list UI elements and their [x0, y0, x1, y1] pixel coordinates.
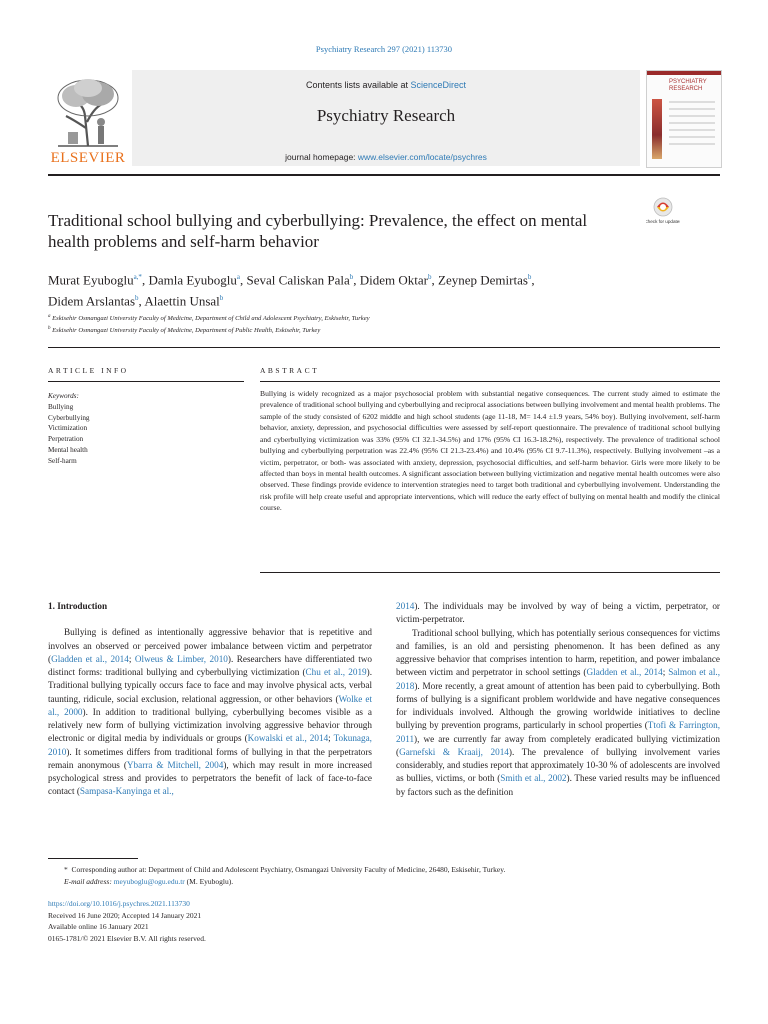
body-text: ; [128, 653, 135, 664]
author-name[interactable]: Murat Eyuboglu [48, 272, 134, 288]
contents-prefix: Contents lists available at [305, 80, 411, 90]
doi-link[interactable]: https://doi.org/10.1016/j.psychres.2021.113730 [48, 899, 190, 908]
author-name[interactable]: Didem Arslantas [48, 293, 136, 309]
keyword-item: Cyberbullying [48, 413, 90, 422]
article-title: Traditional school bullying and cyberbullying: Prevalence, the effect on mental health problems and self-harm behavior [48, 211, 588, 251]
keyword-item: Bullying [48, 402, 74, 411]
email-suffix: (M. Eyuboglu). [184, 876, 234, 886]
body-text: ). These varied results may be influenced by factors such as the definition [396, 773, 720, 797]
citation-link[interactable]: Tokunaga, 2010 [48, 733, 372, 757]
intro-paragraph-2 [396, 627, 720, 799]
citation-link[interactable]: Gladden et al., 2014 [51, 653, 129, 664]
affiliations [48, 312, 720, 336]
elsevier-wordmark: ELSEVIER [50, 150, 126, 166]
elsevier-logo[interactable] [48, 72, 128, 166]
body-text: ). More recently, a great amount of attention has been paid to cyberbullying. Both forms of bullying is a significant problem worldwide and have negative consequences for individuals involved. Although the growing worldwide initiatives to decline bullying by prevention programs, particularly in school properties ( [396, 680, 720, 731]
affiliation-text: Eskisehir Osmangazi University Faculty of Medicine, Department of Public Health, Eskisehir, Turkey [50, 327, 321, 335]
abstract-heading: ABSTRACT [260, 366, 320, 375]
article-info-rule [48, 381, 244, 382]
journal-citation[interactable]: Psychiatry Research 297 (2021) 113730 [315, 44, 453, 54]
check-updates-icon [646, 196, 680, 230]
section-rule [48, 347, 720, 348]
abstract-rule [260, 381, 720, 382]
header-rule [48, 174, 720, 176]
author-affiliation-mark[interactable]: a,* [133, 273, 142, 281]
affiliation-b [48, 324, 720, 336]
keyword-item: Victimization [48, 424, 88, 433]
elsevier-tree-icon [54, 76, 122, 148]
author-name[interactable]: Damla Eyuboglu [148, 272, 237, 288]
abstract-end-rule [260, 572, 720, 573]
header-band [132, 70, 640, 166]
author-name[interactable]: Zeynep Demirtas [438, 272, 528, 288]
keywords-block [48, 391, 244, 467]
citation-link[interactable]: Sampasa-Kanyinga et al., [79, 786, 174, 797]
affiliation-mark: a [48, 314, 51, 319]
article-info-heading: ARTICLE INFO [48, 366, 129, 375]
body-text: ). It sometimes differs from traditional forms of bullying in that the perpetrators remain anonymous ( [48, 746, 372, 770]
author-name[interactable]: Didem Oktar [359, 272, 429, 288]
author-name[interactable]: Seval Caliskan Pala [246, 272, 350, 288]
author-separator: , [240, 272, 247, 288]
cover-title: PSYCHIATRY RESEARCH [669, 79, 707, 92]
author-list [48, 268, 688, 311]
homepage-prefix: journal homepage: [285, 152, 358, 162]
citation-link[interactable]: Chu et al., 2019 [305, 667, 367, 678]
check-for-updates-button[interactable] [646, 196, 680, 230]
available-online: Available online 16 January 2021 [48, 922, 149, 931]
doi-history-block [48, 898, 720, 944]
contents-line [132, 80, 640, 90]
author-separator: , [531, 272, 535, 288]
keyword-item: Mental health [48, 445, 88, 454]
author-name[interactable]: Alaettin Unsal [144, 293, 220, 309]
keyword-item: Self-harm [48, 456, 77, 465]
keywords-label: Keywords: [48, 392, 79, 400]
corresponding-author-footnote [48, 864, 720, 887]
author-affiliation-mark[interactable]: b [135, 294, 139, 303]
body-text: ). The prevalence of bullying involvement varies considerably, and studies report that approximately 10-30 % of adolescents are involved as bullies, victims, or both ( [396, 746, 720, 784]
footnote-mark: * [64, 865, 68, 874]
intro-paragraph-1-cont [396, 600, 720, 627]
body-text: ). Traditional bullying typically occurs face to face and may involve physical acts, verbal taunting, ridicule, social exclusion, relational aggression, or other behaviors ( [48, 667, 372, 704]
received-accepted: Received 16 June 2020; Accepted 14 January 2021 [48, 910, 202, 920]
email-label: E-mail address: [64, 876, 112, 886]
affiliation-text: Eskisehir Osmangazi University Faculty of Medicine, Department of Child and Adolescent Psychiatry, Eskisehir, Turkey [50, 315, 370, 323]
citation-link[interactable]: Olweus & Limber, 2010 [134, 653, 228, 664]
citation-link[interactable]: Kowalski et al., 2014 [247, 733, 329, 744]
citation-link[interactable]: Salmon et al., 2018 [396, 667, 720, 691]
journal-masthead [48, 70, 720, 170]
body-text: ). Researchers have differentiated two distinct forms: traditional bullying and cyberbullying victimization ( [48, 653, 372, 678]
author-email-link[interactable]: meyuboglu@ogu.edu.tr [113, 876, 185, 886]
author-affiliation-mark[interactable]: b [428, 273, 432, 281]
copyright: 0165-1781/© 2021 Elsevier B.V. All rights reserved. [48, 933, 206, 943]
homepage-line [132, 152, 640, 162]
citation-link[interactable]: Ybarra & Mitchell, 2004 [126, 759, 224, 770]
cover-bar [647, 71, 721, 75]
body-text: Traditional school bullying, which has potentially serious consequences for victims and families, is an old and persisting phenomenon. It has been defined as any aggressive behavior that comprises intention to harm, repetition, and power imbalance between victim and perpetrator in school settings ( [396, 627, 720, 678]
citation-link[interactable]: Smith et al., 2002 [500, 773, 567, 784]
citation-link[interactable]: Gladden et al., 2014 [586, 667, 663, 678]
abstract-text: Bullying is widely recognized as a major psychosocial problem with substantial negative consequences. The current study aimed to estimate the prevalence of traditional school bullying and cyberbullying and reciprocal associations between bullying involvement and mental health problems. The sample of the study consisted of 6202 middle and high school students (age 11-18, M= 14.4 ±1.9 years, 54% boy). Bullying involvement, self-harm behavior, anxiety, depression, and psychosocial difficulties were assessed by self-report questionnaire. The prevalence of traditional school bullying and cyberbullying victimization was 33% (95% CI 32.1-34.5%) and 17% (95% CI 16.3-18.2%), respectively. The prevalence of traditional school bullying and cyberbullying perpetration was 22.4% (95% CI 21.3-23.4%) and 10.4% (95% CI 9.7-11.3%), respectively. Bullying involvement –as a victim, perpetrator, or both- was associated with anxiety, depression, psychosocial difficulties, and self-harm behavior. Girls were more likely to be affected than boys in mental health outcomes. A significant association between bullying victimization and negative mental health outcomes were also observed. These findings provide evidence to intervention strategies need to target both traditional and cyberbullying involvement. Understanding the risk profile will help create useful and appropriate interventions, which will reduce the early effect of bullying on mental health and modify the clinical course. [260, 389, 720, 513]
citation-link[interactable]: Garnefski & Kraaij, 2014 [399, 746, 509, 757]
author-affiliation-mark[interactable]: b [219, 294, 224, 303]
check-updates-label: Check for updates [646, 219, 680, 224]
journal-name[interactable]: Psychiatry Research [316, 106, 456, 125]
cover-art [652, 99, 662, 159]
affiliation-a [48, 312, 720, 324]
citation-link[interactable]: Wolke et al., 2000 [48, 693, 372, 717]
body-text: ). The individuals may be involved by way of being a victim, perpetrator, or victim-perpetrator. [396, 601, 720, 625]
section-heading-introduction: 1. Introduction [48, 601, 108, 611]
citation-link[interactable]: 2014 [396, 601, 415, 611]
body-column-right [396, 600, 720, 799]
body-text: ; [662, 667, 669, 678]
author-separator: , [431, 272, 439, 288]
body-text: ), we are currently far away from completely eradicated bullying victimization ( [396, 733, 720, 757]
author-affiliation-mark[interactable]: b [349, 273, 354, 281]
author-separator: , [138, 293, 145, 309]
body-text: ), which may result in more increased psychological stress and provides to perpetrators the benefit of lack of face-to-face contact ( [48, 759, 373, 797]
author-separator: , [353, 272, 360, 288]
body-text: ). In addition to traditional bullying, cyberbullying becomes visible as a relatively new form of bullying victimization involving aggressive behavior through electronic or digital media by individuals or groups ( [48, 706, 372, 744]
author-separator: , [141, 272, 149, 288]
author-affiliation-mark[interactable]: b [527, 273, 532, 281]
citation-link[interactable]: Ttofi & Farrington, 2011 [396, 720, 721, 744]
footnote-rule [48, 858, 138, 859]
body-text: ; [328, 733, 334, 744]
body-column-left [48, 600, 372, 799]
keyword-list [48, 402, 244, 467]
author-affiliation-mark[interactable]: a [236, 273, 241, 281]
corresponding-author-text: Corresponding author at: Department of Child and Adolescent Psychiatry, Osmangazi University Faculty of Medicine, 26480, Eskisehir, Turkey. [71, 865, 506, 874]
journal-cover-thumbnail[interactable] [646, 70, 722, 168]
body-text: Bullying is defined as intentionally aggressive behavior that is repetitive and involves an observed or perceived power imbalance between victim and perpetrator ( [48, 627, 372, 664]
sciencedirect-link[interactable]: ScienceDirect [410, 80, 467, 90]
journal-homepage-link[interactable]: www.elsevier.com/locate/psychres [357, 152, 487, 162]
keyword-item: Perpetration [48, 435, 84, 444]
intro-paragraph-1 [48, 626, 372, 798]
affiliation-mark: b [48, 326, 51, 332]
cover-lines [669, 101, 715, 150]
